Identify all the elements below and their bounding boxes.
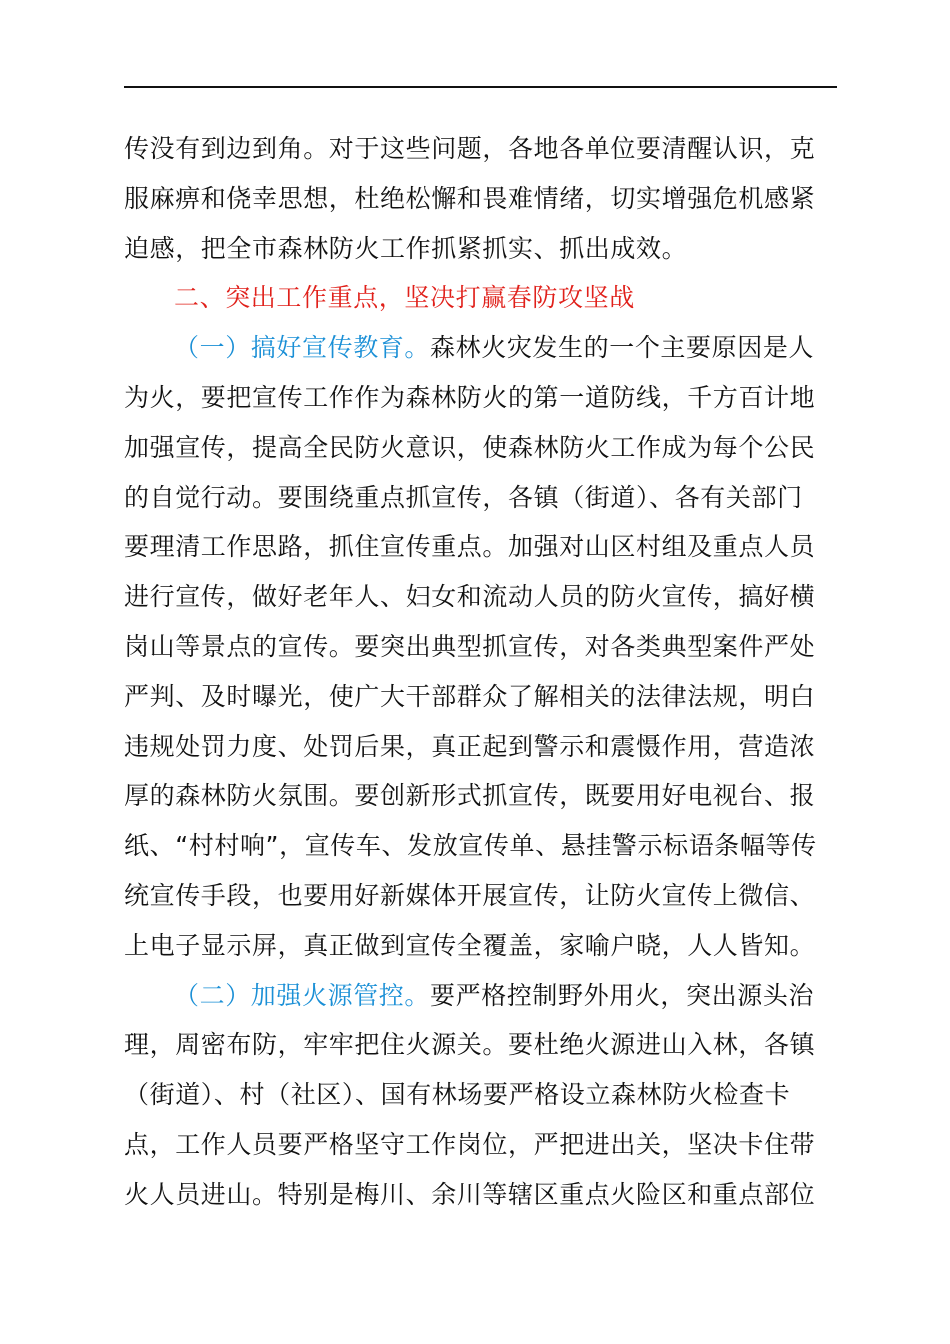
body-line: 厚的森林防火氛围。要创新形式抓宣传，既要用好电视台、报 xyxy=(124,781,816,811)
body-line: 为火，要把宣传工作作为森林防火的第一道防线，千方百计地 xyxy=(124,382,816,412)
body-line: 上电子显示屏，真正做到宣传全覆盖，家喻户晓，人人皆知。 xyxy=(124,930,816,960)
body-line: 的自觉行动。要围绕重点抓宣传，各镇（街道）、各有关部门 xyxy=(124,482,803,512)
body-line: 迫感，把全市森林防火工作抓紧抓实、抓出成效。 xyxy=(124,233,688,263)
body-line: 岗山等景点的宣传。要突出典型抓宣传，对各类典型案件严处 xyxy=(124,631,816,661)
body-line: 统宣传手段，也要用好新媒体开展宣传，让防火宣传上微信、 xyxy=(124,880,816,910)
header-rule xyxy=(124,86,837,88)
body-line: 理，周密布防，牢牢把住火源关。要杜绝火源进山入林，各镇 xyxy=(124,1030,816,1060)
body-text: 森林火灾发生的一个主要原因是人 xyxy=(430,333,815,363)
document-body xyxy=(124,124,837,1220)
body-line: 服麻痹和侥幸思想，杜绝松懈和畏难情绪，切实增强危机感紧 xyxy=(124,183,816,213)
body-text: 要严格控制野外用火，突出源头治 xyxy=(430,980,815,1010)
body-line: 点，工作人员要严格坚守工作岗位，严把进出关，坚决卡住带 xyxy=(124,1129,816,1159)
subsection-first-line xyxy=(124,323,837,373)
body-line: 要理清工作思路，抓住宣传重点。加强对山区村组及重点人员 xyxy=(124,532,816,562)
section-heading: 二、突出工作重点，坚决打赢春防攻坚战 xyxy=(174,283,635,313)
subsection-title: （二）加强火源管控。 xyxy=(174,980,431,1010)
body-line: 加强宣传，提高全民防火意识，使森林防火工作成为每个公民 xyxy=(124,432,816,462)
subsection-first-line xyxy=(124,971,837,1021)
body-line: （街道）、村（社区）、国有林场要严格设立森林防火检查卡 xyxy=(124,1080,791,1110)
body-line: 纸、“村村响”，宣传车、发放宣传单、悬挂警示标语条幅等传 xyxy=(124,831,817,861)
body-line: 进行宣传，做好老年人、妇女和流动人员的防火宣传，搞好横 xyxy=(124,582,816,612)
subsection-title: （一）搞好宣传教育。 xyxy=(174,333,431,363)
body-line: 严判、及时曝光，使广大干部群众了解相关的法律法规，明白 xyxy=(124,681,816,711)
body-line: 火人员进山。特别是梅川、余川等辖区重点火险区和重点部位 xyxy=(124,1179,816,1209)
body-line: 违规处罚力度、处罚后果，真正起到警示和震慑作用，营造浓 xyxy=(124,731,816,761)
body-line: 传没有到边到角。对于这些问题，各地各单位要清醒认识，克 xyxy=(124,134,816,163)
